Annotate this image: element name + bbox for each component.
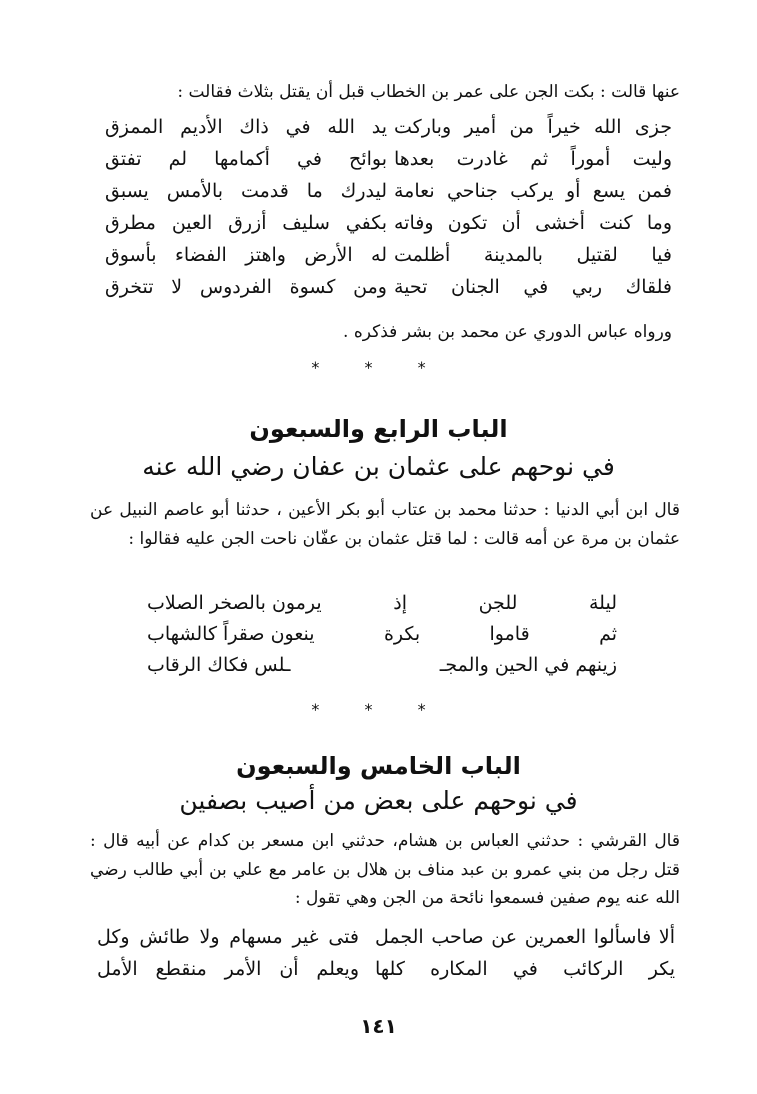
verse-row — [0, 148, 757, 178]
verse-word: ينعون صقراً كالشهاب — [147, 623, 315, 645]
verse-word: بكرة — [383, 623, 421, 645]
verse-row — [0, 276, 757, 306]
verse-first-hemistich: فيا لقتيل بالمدينة أظلمت — [394, 244, 672, 266]
verse-row — [147, 592, 617, 623]
verse-first-hemistich: وما كنت أخشى أن تكون وفاته — [394, 212, 672, 234]
intro-text: عنها قالت : بكت الجن على عمر بن الخطاب قبل أن يقتل بثلاث فقالت : — [177, 82, 680, 102]
verse-row — [147, 623, 617, 654]
verse-second-hemistich: يد الله في ذاك الأديم الممزق — [105, 116, 387, 138]
verse-word: ـلس فكاك الرقاب — [147, 654, 291, 676]
page-number: ١٤١ — [360, 1014, 397, 1038]
verse-second-hemistich: ليدرك ما قدمت بالأمس يسبق — [105, 180, 387, 202]
verse-first-hemistich: فلقاك ربي في الجنان تحية — [394, 276, 672, 298]
verse-word: ثم — [599, 623, 617, 645]
verse-row — [147, 654, 617, 685]
poem-othman — [147, 592, 617, 685]
narration-text: ورواه عباس الدوري عن محمد بن بشر فذكره . — [343, 322, 672, 342]
verse-second-hemistich: له الأرض واهتز الفضاء بأسوق — [105, 244, 387, 266]
verse-word: إذ — [393, 592, 407, 614]
verse-second-hemistich: ومن كسوة الفردوس لا تتخرق — [105, 276, 387, 298]
chapter-title: الباب الخامس والسبعون — [236, 752, 521, 780]
verse-word: زينهم في الحين والمجـ — [439, 654, 617, 676]
verse-first-hemistich: ألا فاسألوا العمرين عن صاحب الجمل — [375, 926, 675, 948]
verse-second-hemistich: فتى غير مسهام ولا طائش وكل — [97, 926, 359, 948]
verse-row — [0, 116, 757, 146]
section-divider: * * * — [311, 700, 446, 719]
chapter-prose: قال ابن أبي الدنيا : حدثنا محمد بن عتاب أبو بكر الأعين ، حدثنا أبو عاصم النبيل عن عثمان بن مرة عن أمه قالت : لما قتل عثمان بن عفّان ناحت الجن عليه فقالوا : — [90, 500, 680, 549]
verse-row — [0, 180, 757, 210]
verse-row — [0, 244, 757, 274]
verse-second-hemistich: بوائح في أكمامها لم تفتق — [105, 148, 387, 170]
verse-row — [0, 926, 757, 956]
verse-first-hemistich: يكر الركائب في المكاره كلها — [375, 958, 675, 980]
chapter-prose: قال القرشي : حدثني العباس بن هشام، حدثني ابن مسعر بن كدام عن أبيه قال : قتل رجل من بني عمرو بن عبد مناف بن هلال بن عامر مع علي بن أبي طالب رضي الله عنه يوم صفين فسمعوا نائحة من الجن وهي تقول : — [90, 831, 680, 908]
verse-first-hemistich: جزى الله خيراً من أمير وباركت — [394, 116, 672, 138]
verse-row — [0, 958, 757, 988]
verse-word: قاموا — [489, 623, 530, 645]
chapter-subtitle: في نوحهم على عثمان بن عفان رضي الله عنه — [142, 452, 615, 481]
chapter-subtitle: في نوحهم على بعض من أصيب بصفين — [179, 786, 578, 815]
chapter-title: الباب الرابع والسبعون — [249, 415, 508, 443]
verse-first-hemistich: فمن يسع أو يركب جناحي نعامة — [394, 180, 672, 202]
section-divider: * * * — [311, 358, 446, 377]
verse-first-hemistich: وليت أموراً ثم غادرت بعدها — [394, 148, 672, 170]
verse-word: يرمون بالصخر الصلاب — [147, 592, 322, 614]
verse-word: ليلة — [589, 592, 617, 614]
verse-word: للجن — [478, 592, 518, 614]
verse-second-hemistich: بكفي سليف أزرق العين مطرق — [105, 212, 387, 234]
verse-second-hemistich: ويعلم أن الأمر منقطع الأمل — [97, 958, 359, 980]
verse-row — [0, 212, 757, 242]
